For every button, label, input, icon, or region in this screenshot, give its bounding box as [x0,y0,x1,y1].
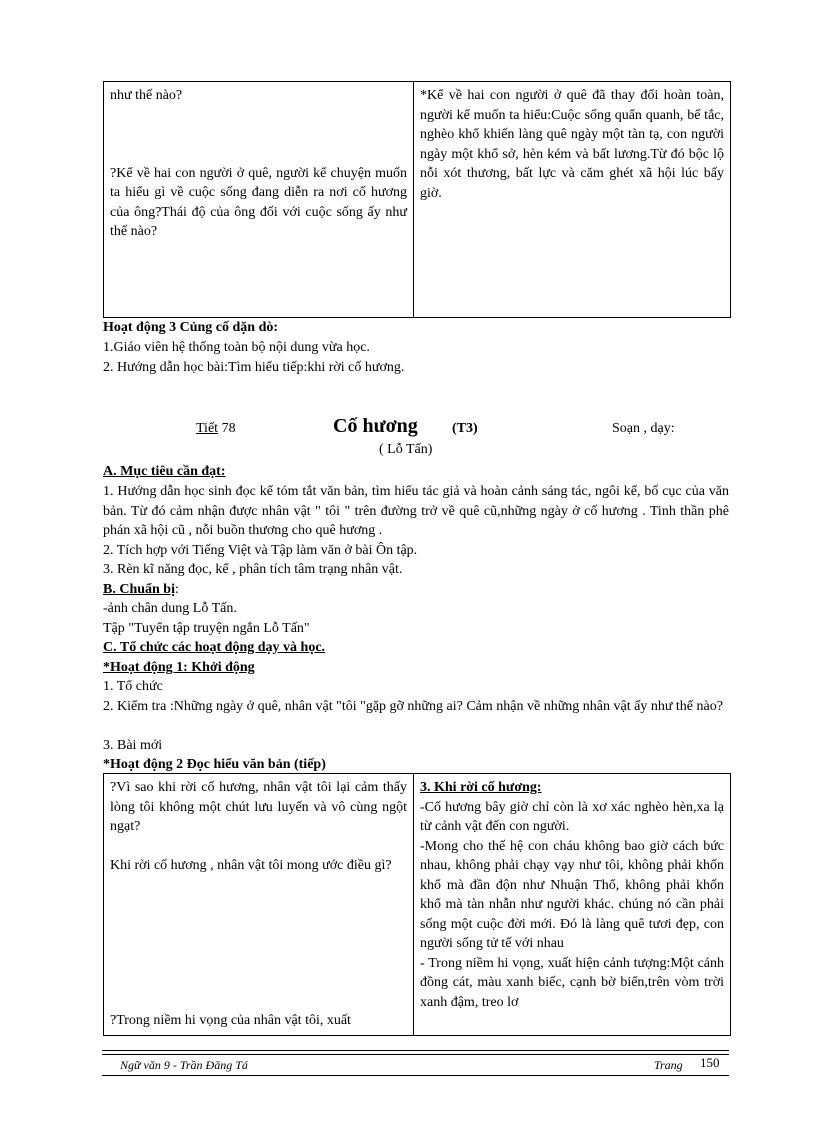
bottom-left-text-1: ?Vì sao khi rời cố hương, nhân vật tôi lại cảm thấy lòng tôi không một chút lưu luyến và vô cùng ngột ngạt? [110,780,407,834]
section-b-heading-line [103,580,729,600]
hd3-line-1: 1.Giáo viên hệ thống toàn bộ nội dung vừa học. [103,340,370,355]
top-table-left-cell [104,82,414,318]
hd2-heading: *Hoạt động 2 Đọc hiểu văn bản (tiếp) [103,757,326,772]
section-c-heading: C. Tổ chức các hoạt động dạy và học. [103,640,326,655]
top-left-text-2: ?Kể về hai con người ở quê, người kể chuyện muốn ta hiểu gì về cuộc sống đang diễn ra nơi cố hương của ông?Thái độ của ông đối với cuộc sống ấy như thế nào? [110,165,407,239]
section-a-p1: 1. Hướng dẫn học sinh đọc kể tóm tắt văn bản, tìm hiểu tác giả và hoàn cảnh sáng tác, ngôi kể, bố cục của văn bản. Từ đó cảm nhận được nhân vật " tôi " trên đường trở về quê cũ,những ngày ở cố hương . Tinh thần phê phán xã hội cũ , nỗi buồn thương cho quê hương . [103,484,729,538]
tiet-label: Tiết [196,421,219,436]
footer-page-number: 150 [700,1055,720,1070]
hd3-line-2: 2. Hướng dẫn học bài:Tìm hiểu tiếp:khi rời cố hương. [103,360,405,375]
footer-rule-1 [102,1050,729,1051]
bottom-right-heading: 3. Khi rời cố hương: [420,780,542,795]
bottom-right-text-2: -Mong cho thế hệ con cháu không bao giờ cách bức nhau, không phải chạy vạy như tôi, không phải khốn khổ mà đần độn như Nhuận Thổ, không phải khốn khổ mà tàn nhẫn như người khác. chúng nó cần phải sống một cuộc đời mới. Đó là làng quê tươi đẹp, con người sống tử tế với nhau [420,838,724,951]
soan-day-label: Soạn , dạy: [612,421,675,436]
lesson-part: (T3) [452,421,478,436]
footer-rule-3 [102,1075,729,1076]
section-a-p2: 2. Tích hợp với Tiếng Việt và Tập làm văn ở bài Ôn tập. [103,543,418,558]
hd3-heading: Hoạt động 3 Củng cố dặn dò: [103,320,279,335]
section-b-line-1: -ảnh chân dung Lỗ Tấn. [103,601,237,616]
section-a-p3: 3. Rèn kĩ năng đọc, kể , phân tích tâm trạng nhân vật. [103,562,403,577]
section-a-heading: A. Mục tiêu cần đạt: [103,464,226,479]
section-b-heading: B. Chuẩn bị [103,582,175,597]
section-c-line-1: 1. Tổ chức [103,679,163,694]
top-table [103,81,731,318]
lesson-author: ( Lỗ Tấn) [379,442,433,457]
tiet-number: 78 [221,421,236,436]
bottom-table [103,773,731,1036]
bottom-right-text-3: - Trong niềm hi vọng, xuất hiện cảnh tượng:Một cánh đồng cát, màu xanh biếc, cạnh bờ biển,trên vòm trời xanh đậm, treo lơ [420,955,724,1010]
lesson-number [196,421,236,437]
section-b-line-2: Tập "Tuyển tập truyện ngắn Lỗ Tấn" [103,621,310,636]
bottom-left-text-2: Khi rời cố hương , nhân vật tôi mong ước điều gì? [110,857,392,873]
top-right-text-1: *Kể về hai con người ở quê đã thay đổi hoàn toàn, người kể muốn ta hiểu:Cuộc sống quẩn quanh, bế tắc, nghèo khổ khiến làng quê ngày một tàn tạ, con người ngày một khổ sở, hèn kém và bất lương.Từ đó bộc lộ nỗi xót thương, bất lực và căm ghét xã hội lúc bấy giờ. [420,88,724,201]
top-left-text-1: như thế nào? [110,88,183,103]
bottom-right-text-1: -Cố hương bây giờ chỉ còn là xơ xác nghèo hèn,xa lạ từ cảnh vật đến con người. [420,799,724,834]
top-table-right-cell [414,82,731,318]
section-c-line-3: 3. Bài mới [103,738,163,753]
footer-trang: Trang [654,1058,683,1072]
hd1-heading: *Hoạt động 1: Khởi động [103,660,255,675]
bottom-table-right-cell [414,774,731,1036]
footer-rule-2 [102,1054,729,1055]
bottom-left-text-3: ?Trong niềm hi vọng của nhân vật tôi, xuất [110,1013,351,1028]
footer-left: Ngữ văn 9 - Trần Đăng Tá [120,1058,248,1072]
bottom-table-left-cell [104,774,414,1036]
section-b-colon: : [174,582,179,597]
section-c-line-2: 2. Kiểm tra :Những ngày ở quê, nhân vật "tôi "gặp gỡ những ai? Cảm nhận về những nhân vật ấy như thế nào? [103,699,723,714]
lesson-title: Cố hương [333,415,418,437]
